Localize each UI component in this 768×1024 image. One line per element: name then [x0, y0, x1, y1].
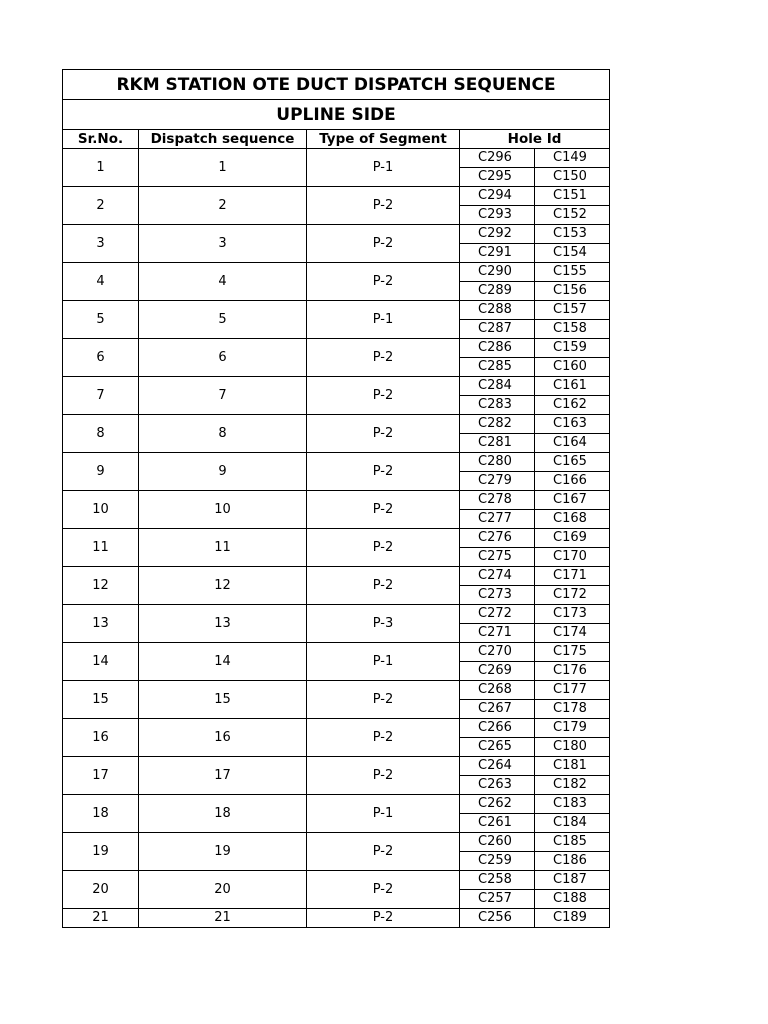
cell-segment-type: P-2 [307, 871, 460, 909]
cell-hole-id: C177 [535, 681, 610, 700]
cell-sr-no: 10 [63, 491, 139, 529]
cell-hole-id: C291 [460, 244, 535, 263]
cell-dispatch-sequence: 14 [139, 643, 307, 681]
table-row [63, 643, 610, 662]
cell-hole-id: C154 [535, 244, 610, 263]
cell-dispatch-sequence: 15 [139, 681, 307, 719]
table-row [63, 567, 610, 586]
cell-hole-id: C292 [460, 225, 535, 244]
cell-segment-type: P-2 [307, 833, 460, 871]
cell-hole-id: C294 [460, 187, 535, 206]
cell-hole-id: C167 [535, 491, 610, 510]
cell-hole-id: C169 [535, 529, 610, 548]
cell-segment-type: P-2 [307, 491, 460, 529]
cell-hole-id: C285 [460, 358, 535, 377]
cell-hole-id: C270 [460, 643, 535, 662]
cell-sr-no: 5 [63, 301, 139, 339]
cell-hole-id: C266 [460, 719, 535, 738]
cell-sr-no: 2 [63, 187, 139, 225]
table-row [63, 415, 610, 434]
cell-hole-id: C265 [460, 738, 535, 757]
cell-segment-type: P-1 [307, 149, 460, 187]
header-hole-id: Hole Id [460, 130, 610, 149]
cell-hole-id: C180 [535, 738, 610, 757]
cell-hole-id: C170 [535, 548, 610, 567]
cell-hole-id: C262 [460, 795, 535, 814]
cell-hole-id: C174 [535, 624, 610, 643]
cell-segment-type: P-2 [307, 681, 460, 719]
cell-hole-id: C258 [460, 871, 535, 890]
cell-segment-type: P-3 [307, 605, 460, 643]
table-row [63, 491, 610, 510]
table-row [63, 377, 610, 396]
cell-sr-no: 7 [63, 377, 139, 415]
cell-hole-id: C173 [535, 605, 610, 624]
cell-hole-id: C259 [460, 852, 535, 871]
cell-dispatch-sequence: 21 [139, 909, 307, 928]
cell-hole-id: C163 [535, 415, 610, 434]
cell-hole-id: C161 [535, 377, 610, 396]
cell-segment-type: P-2 [307, 453, 460, 491]
cell-hole-id: C257 [460, 890, 535, 909]
table-row [63, 225, 610, 244]
dispatch-sheet [62, 69, 610, 945]
dispatch-table [62, 69, 610, 928]
cell-dispatch-sequence: 2 [139, 187, 307, 225]
cell-sr-no: 15 [63, 681, 139, 719]
cell-hole-id: C164 [535, 434, 610, 453]
cell-dispatch-sequence: 13 [139, 605, 307, 643]
cell-hole-id: C176 [535, 662, 610, 681]
cell-sr-no: 8 [63, 415, 139, 453]
cell-dispatch-sequence: 18 [139, 795, 307, 833]
cell-dispatch-sequence: 12 [139, 567, 307, 605]
cell-hole-id: C283 [460, 396, 535, 415]
cell-dispatch-sequence: 3 [139, 225, 307, 263]
cell-hole-id: C158 [535, 320, 610, 339]
cell-hole-id: C284 [460, 377, 535, 396]
cell-sr-no: 19 [63, 833, 139, 871]
cell-hole-id: C185 [535, 833, 610, 852]
cell-sr-no: 1 [63, 149, 139, 187]
table-row [63, 757, 610, 776]
cell-hole-id: C278 [460, 491, 535, 510]
cell-dispatch-sequence: 11 [139, 529, 307, 567]
cell-hole-id: C171 [535, 567, 610, 586]
cell-segment-type: P-2 [307, 225, 460, 263]
cell-hole-id: C151 [535, 187, 610, 206]
cell-hole-id: C165 [535, 453, 610, 472]
cell-hole-id: C280 [460, 453, 535, 472]
cell-sr-no: 11 [63, 529, 139, 567]
cell-segment-type: P-1 [307, 795, 460, 833]
cell-hole-id: C179 [535, 719, 610, 738]
cell-sr-no: 16 [63, 719, 139, 757]
table-row [63, 719, 610, 738]
cell-dispatch-sequence: 20 [139, 871, 307, 909]
cell-segment-type: P-1 [307, 301, 460, 339]
sheet-title: RKM STATION OTE DUCT DISPATCH SEQUENCE [63, 70, 610, 100]
cell-hole-id: C277 [460, 510, 535, 529]
cell-dispatch-sequence: 17 [139, 757, 307, 795]
cell-hole-id: C157 [535, 301, 610, 320]
cell-hole-id: C256 [460, 909, 535, 928]
table-row [63, 909, 610, 928]
table-row [63, 263, 610, 282]
table-row [63, 833, 610, 852]
cell-sr-no: 6 [63, 339, 139, 377]
header-type-of-segment: Type of Segment [307, 130, 460, 149]
cell-segment-type: P-2 [307, 909, 460, 928]
cell-sr-no: 14 [63, 643, 139, 681]
cell-hole-id: C168 [535, 510, 610, 529]
cell-hole-id: C182 [535, 776, 610, 795]
table-row [63, 301, 610, 320]
cell-segment-type: P-1 [307, 643, 460, 681]
table-row [63, 795, 610, 814]
table-row [63, 453, 610, 472]
cell-segment-type: P-2 [307, 377, 460, 415]
cell-hole-id: C175 [535, 643, 610, 662]
table-row [63, 681, 610, 700]
table-row [63, 339, 610, 358]
cell-hole-id: C295 [460, 168, 535, 187]
cell-hole-id: C282 [460, 415, 535, 434]
cell-hole-id: C159 [535, 339, 610, 358]
cell-hole-id: C261 [460, 814, 535, 833]
cell-sr-no: 4 [63, 263, 139, 301]
cell-hole-id: C155 [535, 263, 610, 282]
cell-hole-id: C268 [460, 681, 535, 700]
table-row [63, 605, 610, 624]
cell-hole-id: C152 [535, 206, 610, 225]
cell-segment-type: P-2 [307, 567, 460, 605]
cell-hole-id: C269 [460, 662, 535, 681]
cell-sr-no: 18 [63, 795, 139, 833]
cell-hole-id: C187 [535, 871, 610, 890]
cell-hole-id: C289 [460, 282, 535, 301]
cell-hole-id: C263 [460, 776, 535, 795]
cell-sr-no: 20 [63, 871, 139, 909]
cell-dispatch-sequence: 8 [139, 415, 307, 453]
cell-hole-id: C271 [460, 624, 535, 643]
cell-hole-id: C293 [460, 206, 535, 225]
cell-dispatch-sequence: 19 [139, 833, 307, 871]
cell-dispatch-sequence: 7 [139, 377, 307, 415]
cell-hole-id: C166 [535, 472, 610, 491]
table-row [63, 149, 610, 168]
cell-segment-type: P-2 [307, 415, 460, 453]
cell-hole-id: C186 [535, 852, 610, 871]
cell-hole-id: C172 [535, 586, 610, 605]
cell-hole-id: C275 [460, 548, 535, 567]
cell-segment-type: P-2 [307, 719, 460, 757]
cell-hole-id: C184 [535, 814, 610, 833]
cell-sr-no: 9 [63, 453, 139, 491]
cell-hole-id: C264 [460, 757, 535, 776]
cell-sr-no: 12 [63, 567, 139, 605]
cell-dispatch-sequence: 4 [139, 263, 307, 301]
cell-hole-id: C274 [460, 567, 535, 586]
cell-hole-id: C272 [460, 605, 535, 624]
cell-hole-id: C181 [535, 757, 610, 776]
cell-hole-id: C296 [460, 149, 535, 168]
header-dispatch-sequence: Dispatch sequence [139, 130, 307, 149]
cell-hole-id: C149 [535, 149, 610, 168]
cell-sr-no: 17 [63, 757, 139, 795]
cell-segment-type: P-2 [307, 263, 460, 301]
sheet-subtitle: UPLINE SIDE [63, 100, 610, 130]
cell-segment-type: P-2 [307, 339, 460, 377]
cell-hole-id: C260 [460, 833, 535, 852]
cell-hole-id: C188 [535, 890, 610, 909]
cell-dispatch-sequence: 1 [139, 149, 307, 187]
cell-hole-id: C273 [460, 586, 535, 605]
cell-hole-id: C153 [535, 225, 610, 244]
cell-dispatch-sequence: 6 [139, 339, 307, 377]
cell-hole-id: C279 [460, 472, 535, 491]
cell-hole-id: C150 [535, 168, 610, 187]
cell-hole-id: C281 [460, 434, 535, 453]
cell-dispatch-sequence: 5 [139, 301, 307, 339]
header-sr-no: Sr.No. [63, 130, 139, 149]
cell-dispatch-sequence: 16 [139, 719, 307, 757]
table-row [63, 187, 610, 206]
cell-dispatch-sequence: 9 [139, 453, 307, 491]
cell-dispatch-sequence: 10 [139, 491, 307, 529]
cell-hole-id: C183 [535, 795, 610, 814]
cell-sr-no: 13 [63, 605, 139, 643]
cell-hole-id: C189 [535, 909, 610, 928]
cell-segment-type: P-2 [307, 757, 460, 795]
cell-hole-id: C288 [460, 301, 535, 320]
cell-hole-id: C276 [460, 529, 535, 548]
table-row [63, 871, 610, 890]
cell-sr-no: 3 [63, 225, 139, 263]
cell-hole-id: C162 [535, 396, 610, 415]
cell-hole-id: C286 [460, 339, 535, 358]
table-row [63, 529, 610, 548]
cell-hole-id: C267 [460, 700, 535, 719]
cell-hole-id: C160 [535, 358, 610, 377]
cell-hole-id: C287 [460, 320, 535, 339]
cell-segment-type: P-2 [307, 529, 460, 567]
cell-hole-id: C156 [535, 282, 610, 301]
cell-hole-id: C178 [535, 700, 610, 719]
cell-segment-type: P-2 [307, 187, 460, 225]
cell-hole-id: C290 [460, 263, 535, 282]
cell-sr-no: 21 [63, 909, 139, 928]
